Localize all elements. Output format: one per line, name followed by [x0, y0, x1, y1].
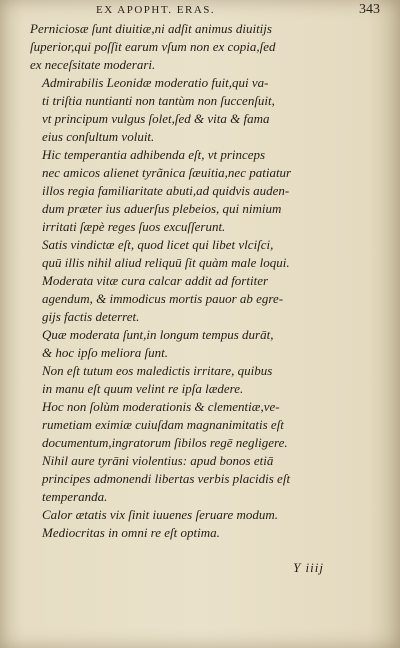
text-line: Satis vindictæ eſt, quod licet qui libet vlciſci,	[42, 237, 274, 252]
text-line: illos regia familiaritate abuti,ad quidvis auden-	[42, 183, 290, 198]
text-line: principes admonendi libertas verbis placidis eſt	[42, 471, 291, 486]
paragraph	[30, 398, 360, 452]
paragraph	[30, 146, 360, 236]
text-line: dum præter ius aduerſus plebeios, qui nimium	[42, 201, 282, 216]
paragraph	[30, 524, 360, 542]
body-text	[30, 20, 360, 542]
text-line: agendum, & immodicus mortis pauor ab egre-	[42, 291, 284, 306]
text-line: gijs factis deterret.	[42, 309, 140, 324]
text-line: vt principum vulgus ſolet,ſed & vita & fama	[42, 111, 270, 126]
paragraph	[30, 452, 360, 506]
text-line: Mediocritas in omni re eſt optima.	[42, 525, 220, 540]
text-line: Moderata vitæ cura calcar addit ad fortiter	[42, 273, 269, 288]
running-head: EX APOPHT. ERAS.	[96, 4, 216, 16]
text-line: documentum,ingratorum ſibilos regē negligere.	[42, 435, 288, 450]
text-line: rumetiam eximiæ cuiuſdam magnanimitatis eſt	[42, 417, 284, 432]
text-line: Hoc non ſolùm moderationis & clementiæ,ve-	[42, 399, 280, 414]
page-number: 343	[359, 2, 380, 17]
signature-mark: Y iiij	[293, 560, 324, 575]
paragraph	[30, 326, 360, 362]
text-line: Nihil aure tyrāni violentius: apud bonos etiā	[42, 453, 274, 468]
text-line: Admirabilis Leonidæ moderatio fuit,qui va-	[42, 75, 269, 90]
text-line: ex neceſsitate moderari.	[30, 57, 156, 72]
text-line: Perniciosæ ſunt diuitiæ,ni adſit animus diuitijs	[30, 21, 272, 36]
paragraph	[30, 506, 360, 524]
text-line: in manu eſt quum velint re ipſa lædere.	[42, 381, 244, 396]
paragraph	[30, 272, 360, 326]
text-line: Quæ moderata ſunt,in longum tempus durāt,	[42, 327, 274, 342]
text-line: ſuperior,qui poſſit earum vſum non ex copia,ſed	[30, 39, 276, 54]
paragraph	[30, 362, 360, 398]
text-line: & hoc ipſo meliora ſunt.	[42, 345, 169, 360]
text-line: ti triſtia nuntianti non tantùm non ſuccenſuit,	[42, 93, 275, 108]
text-line: nec amicos alienet tyrãnica ſæuitia,nec patiatur	[42, 165, 292, 180]
page-header	[96, 4, 380, 18]
paragraph	[30, 74, 360, 146]
paragraph	[30, 236, 360, 272]
text-line: irritati ſæpè reges ſuos excuſſerunt.	[42, 219, 226, 234]
text-line: eius conſultum voluit.	[42, 129, 155, 144]
paragraph	[30, 20, 360, 74]
text-line: Hic temperantia adhibenda eſt, vt princeps	[42, 147, 266, 162]
text-line: quū illis nihil aliud reliquū ſit quàm male loqui.	[42, 255, 290, 270]
text-line: Calor ætatis vix ſinit iuuenes ſeruare modum.	[42, 507, 279, 522]
text-line: temperanda.	[42, 489, 108, 504]
text-line: Non eſt tutum eos maledictis irritare, quibus	[42, 363, 273, 378]
